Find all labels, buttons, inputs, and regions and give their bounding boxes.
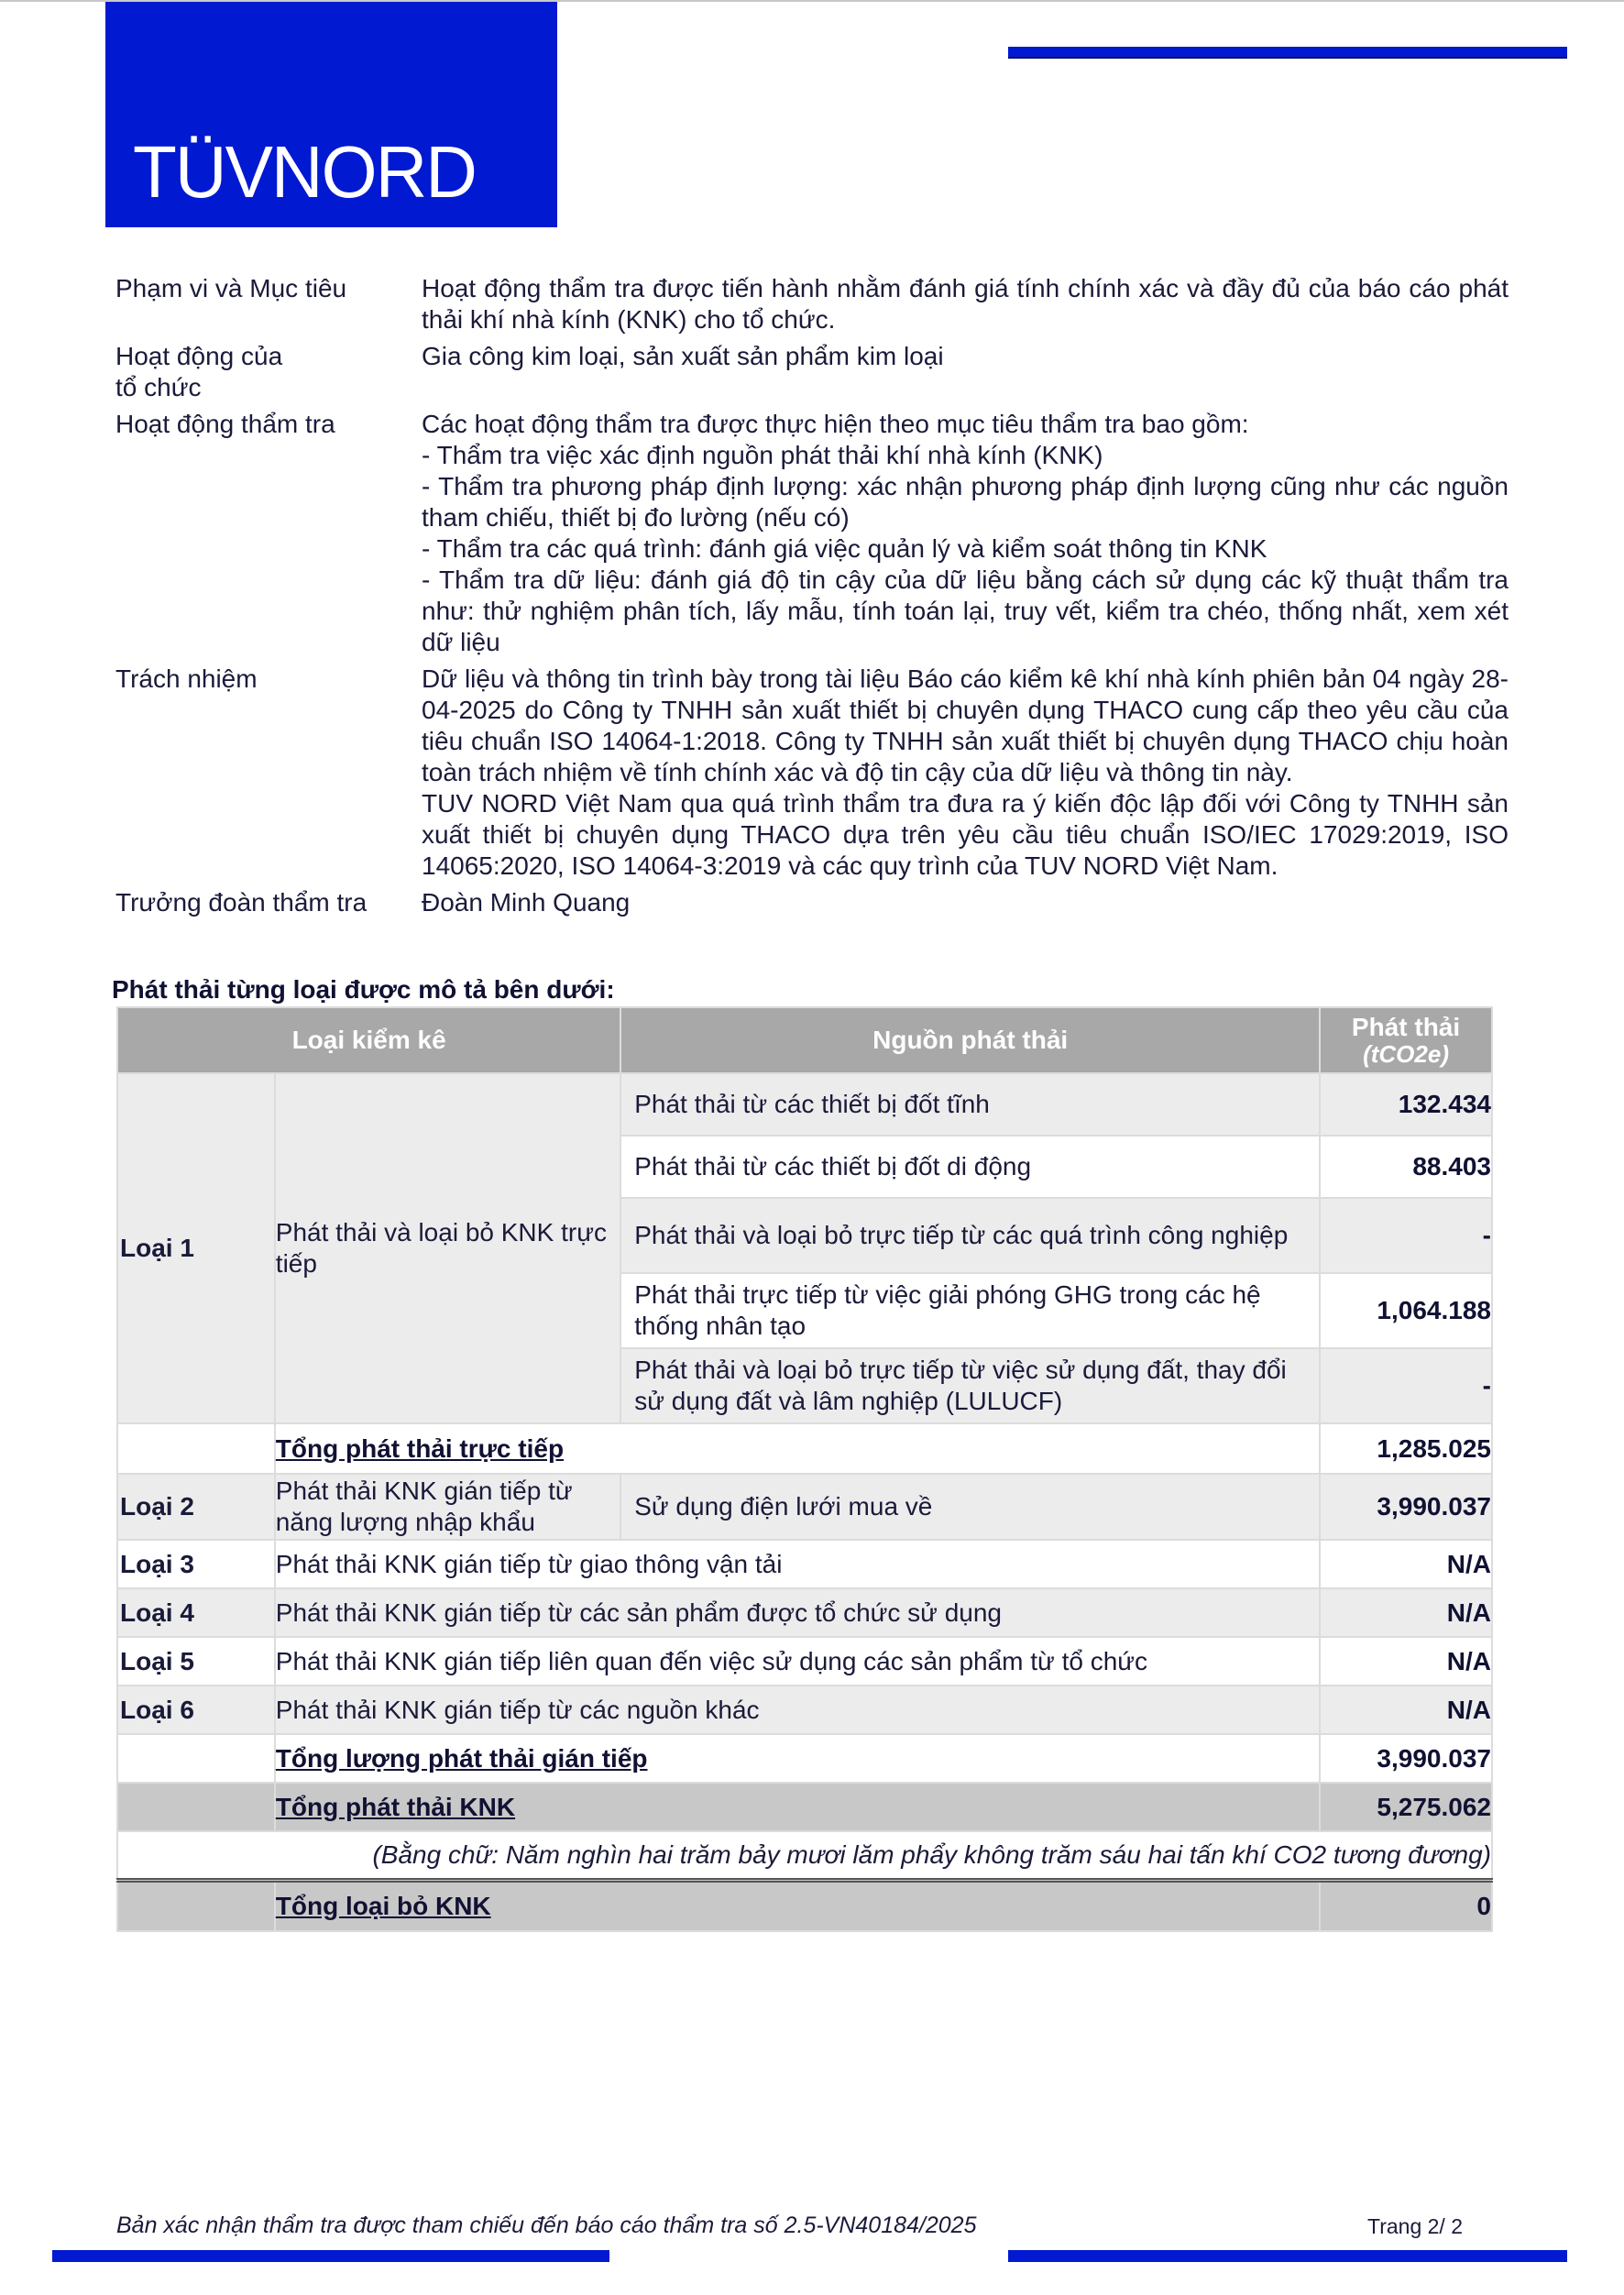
info-line: TUV NORD Việt Nam qua quá trình thẩm tra đưa ra ý kiến độc lập đối với Công ty TNHH sản xuất thiết bị chuyên dụng THACO dựa trên yêu cầu tiêu chuẩn ISO/IEC 17029:2019, ISO 14065:2020, ISO 14064-3:2019 và các quy trình của TUV NORD Việt Nam. [422, 789, 1509, 880]
table-row-loai2 [117, 1474, 1492, 1540]
info-value [422, 273, 1509, 335]
empty-cell [117, 1880, 275, 1931]
indirect-total-label: Tổng lượng phát thải gián tiếp [275, 1734, 1320, 1783]
footer-reference: Bản xác nhận thẩm tra được tham chiếu đến báo cáo thẩm tra số 2.5-VN40184/2025 [116, 2213, 977, 2238]
logo-text-nord: NORD [270, 131, 476, 213]
info-line: Dữ liệu và thông tin trình bày trong tài liệu Báo cáo kiểm kê khí nhà kính phiên bản 04 ngày 28-04-2025 do Công ty TNHH sản xuất thiết bị chuyên dụng THACO cung cấp theo yêu cầu của tiêu chuẩn ISO 14064-1:2018. Công ty TNHH sản xuất thiết bị chuyên dụng THACO chịu hoàn toàn trách nhiệm về tính chính xác và độ tin cậy của dữ liệu và thông tin này. [422, 664, 1509, 786]
info-line: - Thẩm tra các quá trình: đánh giá việc quản lý và kiểm soát thông tin KNK [422, 534, 1267, 563]
info-value [422, 378, 1509, 658]
value-cell: N/A [1320, 1588, 1492, 1637]
value-cell: N/A [1320, 1637, 1492, 1686]
info-value [422, 887, 1509, 918]
ghg-total-row [117, 1783, 1492, 1831]
emissions-table [116, 1006, 1493, 1932]
header-source [620, 1007, 1320, 1073]
source-cell: Phát thải KNK gián tiếp từ giao thông vận tải [275, 1540, 1320, 1588]
category-cell: Loại 3 [117, 1540, 275, 1588]
header-emission [1320, 1007, 1492, 1073]
total-in-words: (Bằng chữ: Năm nghìn hai trăm bảy mươi lăm phẩy không trăm sáu hai tấn khí CO2 tương đương) [117, 1831, 1492, 1880]
info-line: - Thẩm tra việc xác định nguồn phát thải khí nhà kính (KNK) [422, 441, 1103, 469]
source-cell: Phát thải và loại bỏ trực tiếp từ việc sử dụng đất, thay đổi sử dụng đất và lâm nghiệp (LULUCF) [620, 1348, 1320, 1423]
category-cell: Loại 2 [117, 1474, 275, 1540]
ghg-total-label: Tổng phát thải KNK [275, 1783, 1320, 1831]
subcategory-cell: Phát thải KNK gián tiếp từ năng lượng nhập khẩu [275, 1474, 620, 1540]
empty-cell [117, 1783, 275, 1831]
header-source-label: Nguồn phát thải [872, 1026, 1069, 1054]
table-row [117, 1073, 1492, 1136]
tuv-nord-logo [105, 2, 557, 227]
info-row-lead-verifier [115, 887, 1509, 918]
table-row [117, 1540, 1492, 1588]
value-cell: - [1320, 1198, 1492, 1273]
direct-total-label: Tổng phát thải trực tiếp [275, 1423, 1320, 1474]
info-section [115, 273, 1509, 924]
header-category [117, 1007, 620, 1073]
info-row-verification-activities [115, 378, 1509, 658]
table-row [117, 1588, 1492, 1637]
info-line: - Thẩm tra phương pháp định lượng: xác nhận phương pháp định lượng cũng như các nguồn tham chiếu, thiết bị đo lường (nếu có) [422, 472, 1509, 532]
header-category-label: Loại kiểm kê [291, 1026, 446, 1054]
subcategory-cell: Phát thải và loại bỏ KNK trực tiếp [275, 1073, 620, 1423]
info-value [422, 664, 1509, 882]
category-cell: Loại 4 [117, 1588, 275, 1637]
info-line: Gia công kim loại, sản xuất sản phẩm kim loại [422, 342, 944, 370]
info-line: - Thẩm tra dữ liệu: đánh giá độ tin cậy của dữ liệu bằng cách sử dụng các kỹ thuật thẩm tra như: thử nghiệm phân tích, lấy mẫu, tính toán lại, truy vết, kiểm tra chéo, thống nhất, xem xét dữ liệu [422, 566, 1509, 656]
table-header-row [117, 1007, 1492, 1073]
value-cell: N/A [1320, 1540, 1492, 1588]
category-cell: Loại 1 [117, 1073, 275, 1423]
source-cell: Phát thải KNK gián tiếp liên quan đến việc sử dụng các sản phẩm từ tổ chức [275, 1637, 1320, 1686]
removal-total-value: 0 [1320, 1880, 1492, 1931]
info-label: Hoạt động thẩm tra [115, 410, 335, 438]
value-cell: 1,064.188 [1320, 1273, 1492, 1348]
value-cell: N/A [1320, 1686, 1492, 1734]
info-label: Hoạt động của tổ chức [115, 342, 283, 401]
source-cell: Phát thải và loại bỏ trực tiếp từ các quá trình công nghiệp [620, 1198, 1320, 1273]
category-cell: Loại 5 [117, 1637, 275, 1686]
info-line: Các hoạt động thẩm tra được thực hiện theo mục tiêu thẩm tra bao gồm: [422, 410, 1249, 438]
info-label: Trưởng đoàn thẩm tra [115, 888, 368, 917]
indirect-total-row [117, 1734, 1492, 1783]
category-cell: Loại 6 [117, 1686, 275, 1734]
direct-total-value: 1,285.025 [1320, 1423, 1492, 1474]
value-cell: - [1320, 1348, 1492, 1423]
info-row-responsibility [115, 664, 1509, 882]
info-row-scope [115, 273, 1509, 335]
value-cell: 88.403 [1320, 1136, 1492, 1198]
lead-verifier-name: Đoàn Minh Quang [422, 888, 631, 917]
logo-text [133, 130, 476, 214]
header-unit-label: (tCO2e) [1363, 1040, 1449, 1068]
header-emission-label: Phát thải [1351, 1013, 1461, 1041]
in-words-row [117, 1831, 1492, 1880]
value-cell: 132.434 [1320, 1073, 1492, 1136]
source-cell: Sử dụng điện lưới mua về [620, 1474, 1320, 1540]
removal-total-label: Tổng loại bỏ KNK [275, 1880, 1320, 1931]
footer-decorative-bar-left [52, 2250, 609, 2262]
source-cell: Phát thải trực tiếp từ việc giải phóng GHG trong các hệ thống nhân tạo [620, 1273, 1320, 1348]
empty-cell [117, 1734, 275, 1783]
direct-total-row [117, 1423, 1492, 1474]
source-cell: Phát thải KNK gián tiếp từ các nguồn khác [275, 1686, 1320, 1734]
table-row [117, 1637, 1492, 1686]
source-cell: Phát thải KNK gián tiếp từ các sản phẩm được tổ chức sử dụng [275, 1588, 1320, 1637]
info-label: Trách nhiệm [115, 664, 258, 693]
logo-text-tuv: TÜV [133, 131, 271, 213]
page-number: Trang 2/ 2 [1367, 2214, 1463, 2238]
info-label: Phạm vi và Mục tiêu [115, 274, 347, 302]
removal-total-row [117, 1880, 1492, 1931]
section-title: Phát thải từng loại được mô tả bên dưới: [112, 975, 615, 1004]
source-cell: Phát thải từ các thiết bị đốt tĩnh [620, 1073, 1320, 1136]
value-cell: 3,990.037 [1320, 1474, 1492, 1540]
source-cell: Phát thải từ các thiết bị đốt di động [620, 1136, 1320, 1198]
header-decorative-bar [1008, 47, 1567, 59]
table-row [117, 1686, 1492, 1734]
empty-cell [117, 1423, 275, 1474]
info-line: Hoạt động thẩm tra được tiến hành nhằm đánh giá tính chính xác và đầy đủ của báo cáo phát thải khí nhà kính (KNK) cho tổ chức. [422, 274, 1509, 334]
footer-decorative-bar-right [1008, 2250, 1567, 2262]
indirect-total-value: 3,990.037 [1320, 1734, 1492, 1783]
ghg-total-value: 5,275.062 [1320, 1783, 1492, 1831]
